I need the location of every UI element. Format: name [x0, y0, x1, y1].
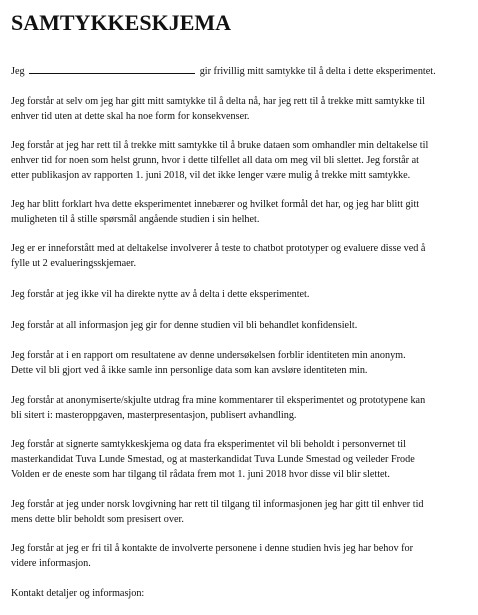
- paragraph-anonymity: [11, 348, 473, 378]
- paragraph-line: enhver tid uten at dette skal ha noe form for konsekvenser.: [11, 111, 250, 122]
- paragraph-line: mens dette blir beholdt som presisert over.: [11, 514, 184, 525]
- paragraph-contact-freedom: [11, 541, 473, 571]
- document-title: SAMTYKKESKJEMA: [11, 10, 232, 35]
- paragraph-line: Volden er de eneste som har tilgang til rådata frem mot 1. juni 2018 hvor disse vil blir slettet.: [11, 469, 390, 480]
- paragraph-line: Jeg forstår at all informasjon jeg gir for denne studien vil bli behandlet konfidensielt.: [11, 320, 358, 331]
- paragraph-participation-scope: [11, 241, 473, 271]
- consent-line: [11, 64, 473, 79]
- paragraph-quotations: [11, 393, 473, 423]
- paragraph-line: Jeg forstår at anonymiserte/skjulte utdrag fra mine kommentarer til eksperimentet og prototypene kan: [11, 395, 426, 406]
- paragraph-line: bli sitert i: masteroppgaven, masterpresentasjon, publisert avhandling.: [11, 410, 297, 421]
- paragraph-line: Jeg forstår at jeg er fri til å kontakte de involverte personene i denne studien hvis jeg har behov for: [11, 543, 413, 554]
- consent-line-suffix: gir frivillig mitt samtykke til å delta i dette eksperimentet.: [199, 66, 436, 77]
- paragraph-line: videre informasjon.: [11, 558, 91, 569]
- paragraph-line: masterkandidat Tuva Lunde Smestad, og at masterkandidat Tuva Lunde Smestad og veileder Frode: [11, 454, 415, 465]
- paragraph-line: etter publikasjon av rapporten 1. juni 2018, vil det ikke lenger være mulig å trekke mitt samtykke.: [11, 170, 411, 181]
- contact-details-heading: [11, 586, 473, 601]
- paragraph-confidentiality: [11, 318, 473, 333]
- paragraph-line: fylle ut 2 evalueringsskjemaer.: [11, 258, 137, 269]
- paragraph-line: Jeg forstår at signerte samtykkeskjema og data fra eksperimentet vil bli beholdt i personvernet til: [11, 439, 406, 450]
- paragraph-line: enhver tid for noen som helst grunn, hvor i dette tilfellet all data om meg vil bli slettet. Jeg forstår at: [11, 155, 419, 166]
- paragraph-data-retention: [11, 437, 473, 482]
- paragraph-withdraw-consent: [11, 94, 473, 124]
- paragraph-line: Jeg forstår at jeg har rett til å trekke mitt samtykke til å bruke dataen som omhandler min deltakelse til: [11, 140, 429, 151]
- paragraph-line: Dette vil bli gjort ved å ikke samle inn personlige data som kan avsløre identiteten min.: [11, 365, 368, 376]
- paragraph-line: Jeg forstår at selv om jeg har gitt mitt samtykke til å delta nå, har jeg rett til å trekke mitt samtykke til: [11, 96, 425, 107]
- paragraph-line: Jeg forstår at jeg ikke vil ha direkte nytte av å delta i dette eksperimentet.: [11, 289, 310, 300]
- paragraph-line: Jeg forstår at jeg under norsk lovgivning har rett til tilgang til informasjonen jeg har gitt til enhver tid: [11, 499, 424, 510]
- paragraph-line: Jeg er er inneforstått med at deltakelse involverer å teste to chatbot prototyper og evaluere disse ved å: [11, 243, 426, 254]
- consent-statement: [11, 64, 473, 79]
- paragraph-no-direct-benefit: [11, 287, 473, 302]
- paragraph-line: muligheten til å stille spørsmål angående studien i sin helhet.: [11, 214, 260, 225]
- name-blank-field[interactable]: [29, 64, 195, 74]
- paragraph-withdraw-data: [11, 138, 473, 183]
- paragraph-legal-access: [11, 497, 473, 527]
- paragraph-line: Kontakt detaljer og informasjon:: [11, 588, 145, 599]
- paragraph-line: Jeg forstår at i en rapport om resultatene av denne undersøkelsen forblir identiteten min anonym.: [11, 350, 406, 361]
- paragraph-purpose-explained: [11, 197, 473, 227]
- paragraph-line: Jeg har blitt forklart hva dette eksperimentet innebærer og hvilket formål det har, og jeg har blitt gitt: [11, 199, 420, 210]
- consent-line-prefix: Jeg: [11, 66, 25, 77]
